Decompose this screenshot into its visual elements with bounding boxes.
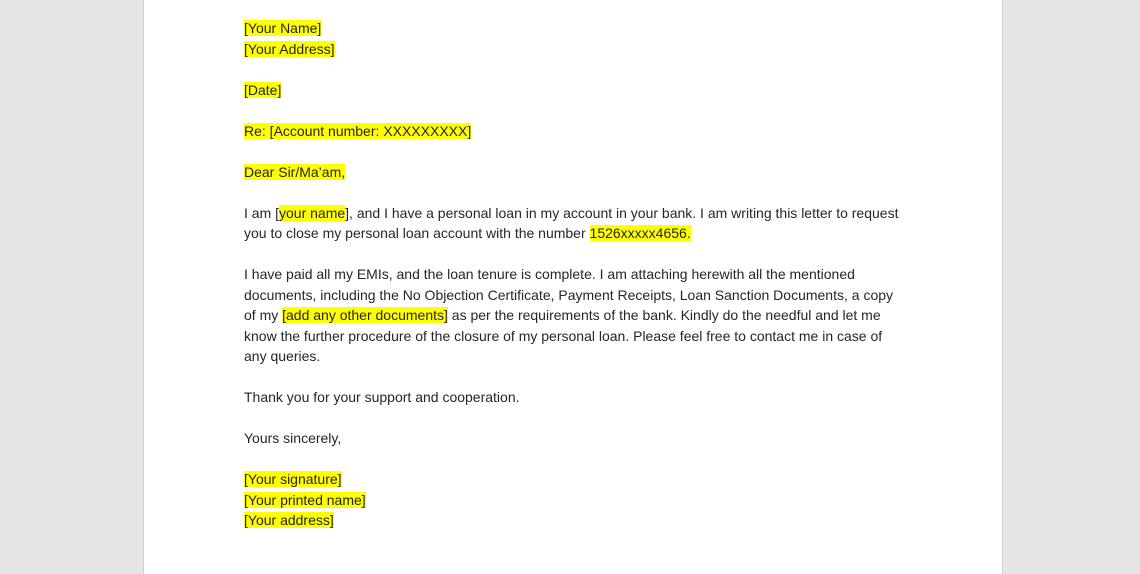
blank-line	[244, 182, 904, 203]
sender-name	[244, 18, 904, 39]
blank-line	[244, 244, 904, 265]
closing-address-highlight: [Your address]	[244, 512, 334, 528]
blank-line	[244, 59, 904, 80]
signature-line	[244, 469, 904, 490]
documents-placeholder-highlight: [add any other documents]	[282, 307, 448, 323]
blank-line	[244, 408, 904, 429]
document-page	[143, 0, 1003, 574]
signature-highlight: [Your signature]	[244, 471, 342, 487]
account-number-highlight: 1526xxxxx4656.	[589, 225, 691, 241]
printed-name-highlight: [Your printed name]	[244, 491, 366, 508]
sender-name-highlight: [Your Name]	[244, 20, 322, 36]
para2-text-2: as per the requirements of the bank. Kindly do the needful and let me know the further procedure of the closure of my personal loan. Please feel free to contact me in case of any queries.	[244, 307, 883, 364]
closing-address-line	[244, 510, 904, 531]
sender-address-highlight: [Your Address]	[244, 40, 335, 57]
paragraph-2	[244, 264, 904, 367]
para1-text-1: I am [	[244, 204, 280, 221]
blank-line	[244, 367, 904, 388]
date-line	[244, 80, 904, 101]
printed-name-line	[244, 490, 904, 511]
paragraph-1	[244, 203, 904, 244]
blank-line	[244, 141, 904, 162]
para2-text-1: I have paid all my EMIs, and the loan tenure is complete. I am attaching herewith all the mentioned documents, including the No Objection Certificate, Payment Receipts, Loan Sanction Documents, a copy of my	[244, 266, 894, 323]
subject-highlight: Re: [Account number: XXXXXXXXX]	[244, 122, 472, 139]
sender-address	[244, 39, 904, 60]
closing-line: Yours sincerely,	[244, 430, 342, 446]
blank-line	[244, 449, 904, 470]
para1-text-2: ], and I have a personal loan in my account in your bank. I am writing this letter to request you to close my personal loan account with the number	[244, 204, 899, 241]
blank-line	[244, 100, 904, 121]
salutation-highlight: Dear Sir/Ma’am,	[244, 163, 346, 180]
name-placeholder-highlight: your name	[279, 204, 346, 221]
thanks-line: Thank you for your support and cooperation.	[244, 389, 520, 405]
salutation	[244, 162, 904, 183]
date-highlight: [Date]	[244, 81, 282, 98]
letter-body[interactable]	[244, 18, 904, 531]
subject-line	[244, 121, 904, 142]
